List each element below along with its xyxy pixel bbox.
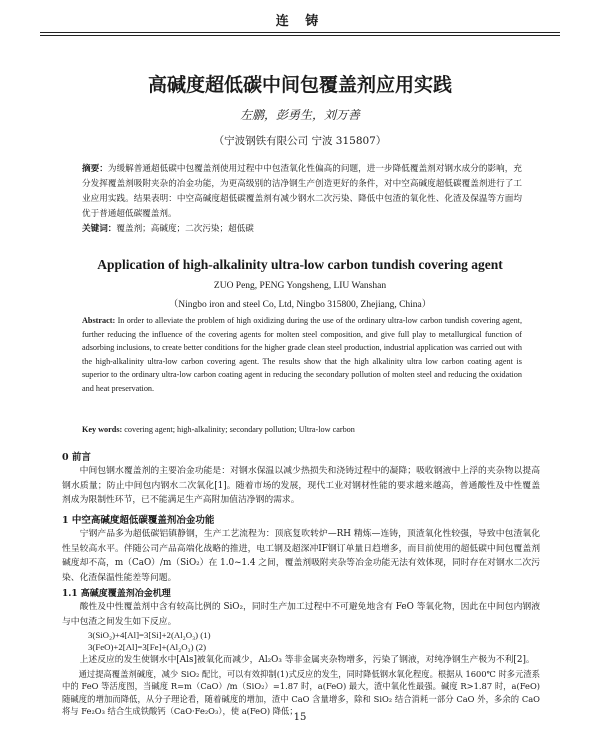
keywords-text-cn: 覆盖剂；高碱度；二次污染；超低碳 bbox=[116, 224, 254, 234]
article-title-cn: 高碱度超低碳中间包覆盖剂应用实践 bbox=[147, 74, 452, 96]
equation-1: 3(SiO₂)+4[Al]=3[Si]+2(Al₂O₃) (1) bbox=[88, 630, 211, 640]
abstract-text-en: In order to alleviate the problem of high oxidizing during the use of the ordinary ultra-low carbon tundish covering agent, further reducing the influence of the covering agents for molten steel composition, and give full play to metallurgical function of adsorbing inclusions, to create better conditions for the higher grade clean steel production, industrial application was carried out with the high-alkalinity ultra-low carbon covering agent. The results show that the high alkalinity ultra low carbon coating agent is superior to the ordinary ultra-low carbon coating agent in reducing the secondary pollution of molten steel and reducing the oxidation and heat preservation. bbox=[82, 316, 522, 393]
section-heading-1: 1 中空高碱度超低碳覆盖剂冶金功能 bbox=[62, 515, 215, 526]
page-number: 15 bbox=[293, 712, 307, 723]
paragraph-reaction-effect: 上述反应的发生使钢水中[Als]被氧化而减少，Al₂O₃ 等非金属夹杂物增多，污染了钢液，对纯净钢生产极为不利[2]。 bbox=[79, 655, 535, 665]
paragraph-basicity: 通过提高覆盖剂碱度，减少 SiO₂ 配比，可以有效抑制(1)式反应的发生，同时降低钢水氧化程度。根据从 1600℃ 时多元渣系中的 FeO 等活度图，当碱度 R=m（CaO）/m（SiO₂）=1.87 时，a(FeO) 最大，渣中氧化性最强。碱度 R>1.87 时，a(FeO) 随碱度的增加而降低，从分子理论看，随着碱度的增加，渣中 CaO 含量增多，除和 SiO₂ 结合消耗一部分 CaO 外，多余的 CaO 将与 Fe₂O₃ 结合生成铁酸钙（CaO·Fe₂O₃），使 a(FeO) 降低； bbox=[62, 669, 540, 717]
affiliation-en: （Ningbo iron and steel Co, Ltd, Ningbo 315800, Zhejiang, China） bbox=[168, 300, 432, 310]
keywords-cn bbox=[82, 222, 522, 234]
affiliation-cn: （宁波钢铁有限公司 宁波 315807） bbox=[213, 135, 387, 147]
abstract-en bbox=[82, 314, 522, 396]
paragraph-section-1: 宁钢产品多为超低碳铝镇静钢，生产工艺流程为：顶底复吹转炉—RH 精炼—连铸，顶渣氧化性较强，导致中包渣氧化性呈较高水平。伴随公司产品高端化战略的推进，电工钢及超深冲IF钢订单量日趋增多，而目前使用的超低碳中间包覆盖剂碱度却不高，m（CaO）/m（SiO₂）在 1.0~1.4 之间，覆盖剂吸附夹杂等冶金功能无法有效体现，同时存在对钢水二次污染、化渣保温性能差等问题。 bbox=[62, 529, 540, 583]
paragraph-intro: 中间包钢水覆盖剂的主要冶金功能是：对钢水保温以减少热损失和浇铸过程中的凝降；吸收钢液中上浮的夹杂物以提高钢水质量；防止中间包内钢水二次氧化[1]。随着市场的发展，现代工业对钢材性能的要求越来越高，普通酸性及中性覆盖剂成为限制性环节，已不能满足生产高附加值洁净钢的需求。 bbox=[62, 466, 540, 506]
paragraph-subsection-1-1: 酸性及中性覆盖剂中含有较高比例的 SiO₂，同时生产加工过程中不可避免地含有 FeO 等氧化物，因此在中间包内钢液与中包渣之间发生如下反应。 bbox=[62, 602, 540, 627]
abstract-text-cn: 为缓解普通超低碳中包覆盖剂使用过程中中包渣氧化性偏高的问题，进一步降低覆盖剂对钢水成分的影响，充分发挥覆盖剂吸附夹杂的冶金功能，为更高级别的洁净钢生产创造更好的条件，对中空高碱度超低碳覆盖剂进行了工业应用实践。结果表明：中空高碱度超低碳覆盖剂有减少钢水二次污染、降低中包渣的氧化性、化渣及保温等方面均优于普通超低碳覆盖剂。 bbox=[82, 164, 522, 219]
authors-en: ZUO Peng, PENG Yongsheng, LIU Wanshan bbox=[213, 281, 387, 291]
abstract-label-cn: 摘要： bbox=[82, 164, 108, 174]
section-heading-intro: 0 前言 bbox=[62, 452, 91, 463]
keywords-text-en: covering agent; high-alkalinity; secondary pollution; Ultra-low carbon bbox=[124, 425, 355, 434]
journal-name: 连 铸 bbox=[275, 14, 325, 29]
abstract-cn bbox=[82, 162, 522, 222]
running-header bbox=[40, 10, 560, 30]
keywords-label-cn: 关键词： bbox=[82, 224, 117, 234]
equation-2: 3(FeO)+2[Al]=3[Fe]+(Al₂O₃) (2) bbox=[88, 642, 206, 652]
header-rule bbox=[40, 32, 560, 33]
article-title-en: Application of high-alkalinity ultra-low carbon tundish covering agent bbox=[97, 257, 503, 272]
authors-cn: 左鹏，彭勇生，刘万善 bbox=[239, 108, 360, 122]
subsection-heading-1-1: 1.1 高碱度覆盖剂冶金机理 bbox=[62, 589, 171, 599]
keywords-label-en: Key words: bbox=[82, 425, 123, 434]
header-rule-secondary bbox=[40, 35, 560, 36]
keywords-en bbox=[82, 425, 522, 434]
abstract-label-en: Abstract: bbox=[82, 316, 116, 325]
